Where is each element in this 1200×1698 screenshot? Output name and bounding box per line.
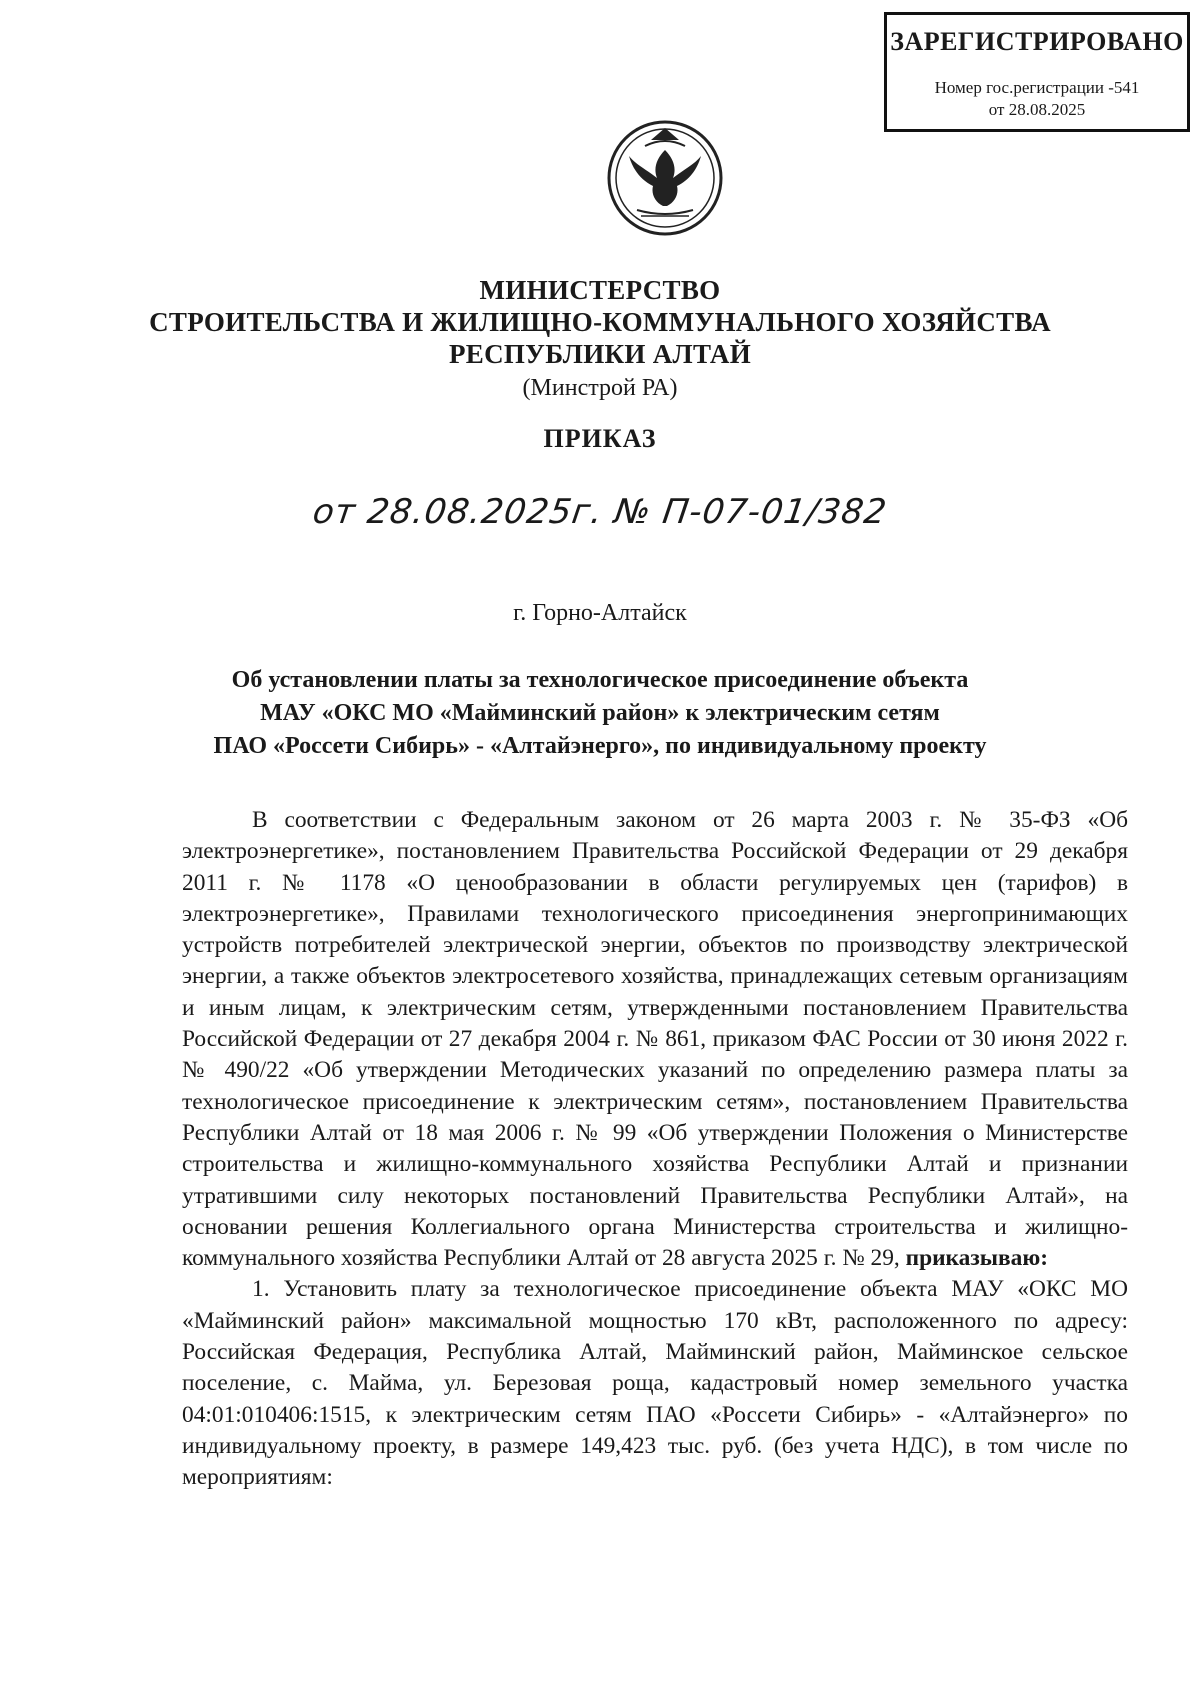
subject-line-3: ПАО «Россети Сибирь» - «Алтайэнерго», по индивидуальному проекту bbox=[213, 733, 987, 759]
ministry-line-1: МИНИСТЕРСТВО bbox=[479, 275, 721, 305]
coat-of-arms-icon bbox=[605, 118, 725, 238]
stamp-reg-number: Номер гос.регистрации -541 bbox=[934, 78, 1140, 97]
document-city: г. Горно-Алтайск bbox=[513, 600, 687, 626]
ministry-short-name: (Минстрой РА) bbox=[522, 375, 678, 401]
subject-line-2: МАУ «ОКС МО «Майминский район» к электрическим сетям bbox=[260, 700, 940, 726]
order-word: приказываю: bbox=[905, 1245, 1049, 1272]
ministry-line-3: РЕСПУБЛИКИ АЛТАЙ bbox=[448, 339, 752, 369]
stamp-title: ЗАРЕГИСТРИРОВАНО bbox=[890, 27, 1184, 56]
document-subject bbox=[0, 664, 1200, 763]
document-type: ПРИКАЗ bbox=[543, 424, 657, 453]
stamp-reg-date: от 28.08.2025 bbox=[988, 100, 1086, 119]
item-1-paragraph: 1. Установить плату за технологическое присоединение объекта МАУ «ОКС МО «Майминский район» максимальной мощностью 170 кВт, расположенного по адресу: Российская Федерация, Республика Алтай, Майминский район, Майминское сельское поселение, с. Майма, ул. Березовая роща, кадастровый номер земельного участка 04:01:010406:1515, к электрическим сетям ПАО «Россети Сибирь» - «Алтайэнерго» по индивидуальному проекту, в размере 149,423 тыс. руб. (без учета НДС), в том числе по мероприятиям: bbox=[182, 1276, 1128, 1491]
ministry-name bbox=[0, 274, 1200, 370]
handwritten-date-number: от 28.08.2025г. № П-07-01/382 bbox=[310, 492, 890, 532]
document-body bbox=[182, 805, 1128, 1494]
preamble-paragraph bbox=[182, 805, 1128, 1274]
preamble-text: В соответствии с Федеральным законом от 26 марта 2003 г. № 35-ФЗ «Об электроэнергетике», постановлением Правительства Российской Федерации от 29 декабря 2011 г. № 1178 «О ценообразовании в области регулируемых цен (тарифов) в электроэнергетике», Правилами технологического присоединения энергопринимающих устройств потребителей электрической энергии, объектов по производству электрической энергии, а также объектов электросетевого хозяйства, принадлежащих сетевым организациям и иным лицам, к электрическим сетям, утвержденными постановлением Правительства Российской Федерации от 27 декабря 2004 г. № 861, приказом ФАС России от 30 июня 2022 г. № 490/22 «Об утверждении Методических указаний по определению размера платы за технологическое присоединение к электрическим сетям», постановлением Правительства Республики Алтай от 18 мая 2006 г. № 99 «Об утверждении Положения о Министерстве строительства и жилищно-коммунального хозяйства Республики Алтай и признании утратившими силу некоторых постановлений Правительства Республики Алтай», на основании решения Коллегиального органа Министерства строительства и жилищно-коммунального хозяйства Республики Алтай от 28 августа 2025 г. № 29, bbox=[182, 807, 1128, 1272]
subject-line-1: Об установлении платы за технологическое присоединение объекта bbox=[231, 667, 969, 693]
ministry-line-2: СТРОИТЕЛЬСТВА И ЖИЛИЩНО-КОММУНАЛЬНОГО ХОЗЯЙСТВА bbox=[149, 307, 1051, 337]
registration-stamp bbox=[884, 12, 1190, 132]
